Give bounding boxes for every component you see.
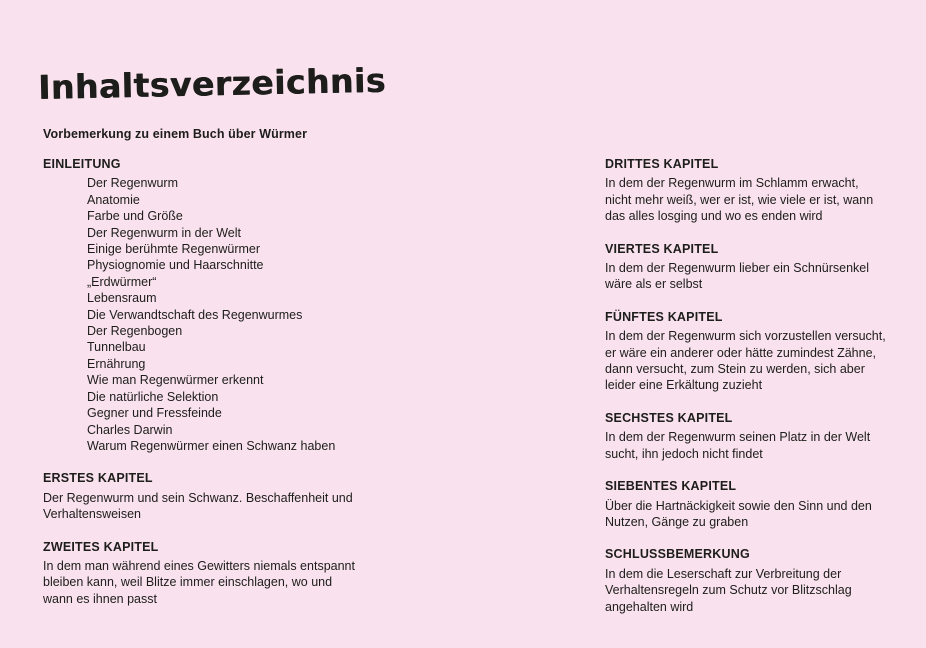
text-line: leider eine Erkältung zuzieht: [605, 378, 763, 393]
toc-item: Lebensraum: [87, 291, 157, 306]
text-line: dann versucht, zum Stein zu werden, sich aber: [605, 362, 865, 377]
section-heading: DRITTES KAPITEL: [605, 157, 719, 171]
toc-item: Einige berühmte Regenwürmer: [87, 242, 261, 257]
toc-section-erstes-kapitel: [43, 470, 423, 522]
foreword-entry: Vorbemerkung zu einem Buch über Würmer: [43, 127, 308, 141]
toc-item: Die Verwandtschaft des Regenwurmes: [87, 307, 303, 322]
section-heading: SCHLUSSBEMERKUNG: [605, 547, 750, 562]
toc-item: Charles Darwin: [87, 422, 173, 437]
toc-item: Warum Regenwürmer einen Schwanz haben: [87, 438, 336, 453]
text-line: angehalten wird: [605, 599, 694, 614]
toc-section-siebentes-kapitel: [605, 478, 915, 530]
toc-item: Der Regenwurm: [87, 176, 179, 191]
toc-item: Physiognomie und Haarschnitte: [87, 258, 264, 273]
text-line: Über die Hartnäckigkeit sowie den Sinn und den: [605, 498, 872, 513]
text-line: Nutzen, Gänge zu graben: [605, 514, 749, 529]
toc-section-zweites-kapitel: [43, 539, 423, 608]
left-column: [43, 156, 423, 623]
section-heading: SECHSTES KAPITEL: [605, 410, 733, 425]
toc-section-schlussbemerkung: [605, 546, 915, 615]
text-line: In dem der Regenwurm sich vorzustellen versucht,: [605, 329, 886, 344]
text-line: nicht mehr weiß, wer er ist, wie viele er ist, wann: [605, 192, 874, 207]
toc-item: Ernährung: [87, 356, 146, 371]
section-description: [605, 429, 915, 462]
section-description: [43, 490, 423, 523]
section-heading: VIERTES KAPITEL: [605, 241, 719, 256]
toc-section-einleitung: [43, 156, 423, 454]
text-line: In dem der Regenwurm seinen Platz in der Welt: [605, 430, 871, 445]
section-description: [605, 566, 915, 615]
text-line: Verhaltensregeln zum Schutz vor Blitzschlag: [605, 583, 852, 598]
section-heading: ZWEITES KAPITEL: [43, 539, 159, 554]
toc-item: Anatomie: [87, 192, 140, 207]
toc-item: Die natürliche Selektion: [87, 389, 219, 404]
text-line: er wäre ein anderer oder hätte zumindest Zähne,: [605, 345, 876, 360]
section-heading: EINLEITUNG: [43, 157, 121, 171]
text-line: das alles losging und wo es enden wird: [605, 209, 823, 224]
text-line: In dem die Leserschaft zur Verbreitung der: [605, 566, 842, 581]
text-line: In dem der Regenwurm lieber ein Schnürsenkel: [605, 261, 870, 276]
page-title: Inhaltsverzeichnis: [37, 60, 387, 107]
text-line: bleiben kann, weil Blitze immer einschlagen, wo und: [43, 575, 333, 590]
text-line: Der Regenwurm und sein Schwanz. Beschaffenheit und: [43, 490, 353, 505]
section-description: [43, 558, 423, 607]
right-column: [605, 156, 915, 631]
toc-section-drittes-kapitel: [605, 156, 915, 225]
toc-item: Der Regenwurm in der Welt: [87, 225, 241, 240]
text-line: sucht, ihn jedoch nicht findet: [605, 446, 763, 461]
toc-item: Wie man Regenwürmer erkennt: [87, 373, 264, 388]
toc-section-viertes-kapitel: [605, 241, 915, 293]
toc-item: „Erdwürmer“: [87, 274, 157, 289]
section-description: [605, 260, 915, 293]
text-line: Verhaltensweisen: [43, 507, 141, 522]
text-line: wann es ihnen passt: [43, 591, 157, 606]
text-line: wäre als er selbst: [605, 277, 703, 292]
toc-item: Der Regenbogen: [87, 324, 183, 339]
toc-item: Gegner und Fressfeinde: [87, 406, 222, 421]
toc-section-fuenftes-kapitel: [605, 309, 915, 394]
text-line: In dem man während eines Gewitters niemals entspannt: [43, 558, 355, 573]
section-heading: FÜNFTES KAPITEL: [605, 309, 723, 324]
toc-section-sechstes-kapitel: [605, 410, 915, 462]
toc-item-list: [87, 175, 423, 454]
section-description: [605, 328, 915, 394]
toc-item: Farbe und Größe: [87, 209, 183, 224]
text-line: In dem der Regenwurm im Schlamm erwacht,: [605, 176, 859, 191]
section-description: [605, 175, 915, 224]
toc-item: Tunnelbau: [87, 340, 146, 355]
section-description: [605, 498, 915, 531]
section-heading: SIEBENTES KAPITEL: [605, 479, 737, 494]
section-heading: ERSTES KAPITEL: [43, 471, 153, 486]
